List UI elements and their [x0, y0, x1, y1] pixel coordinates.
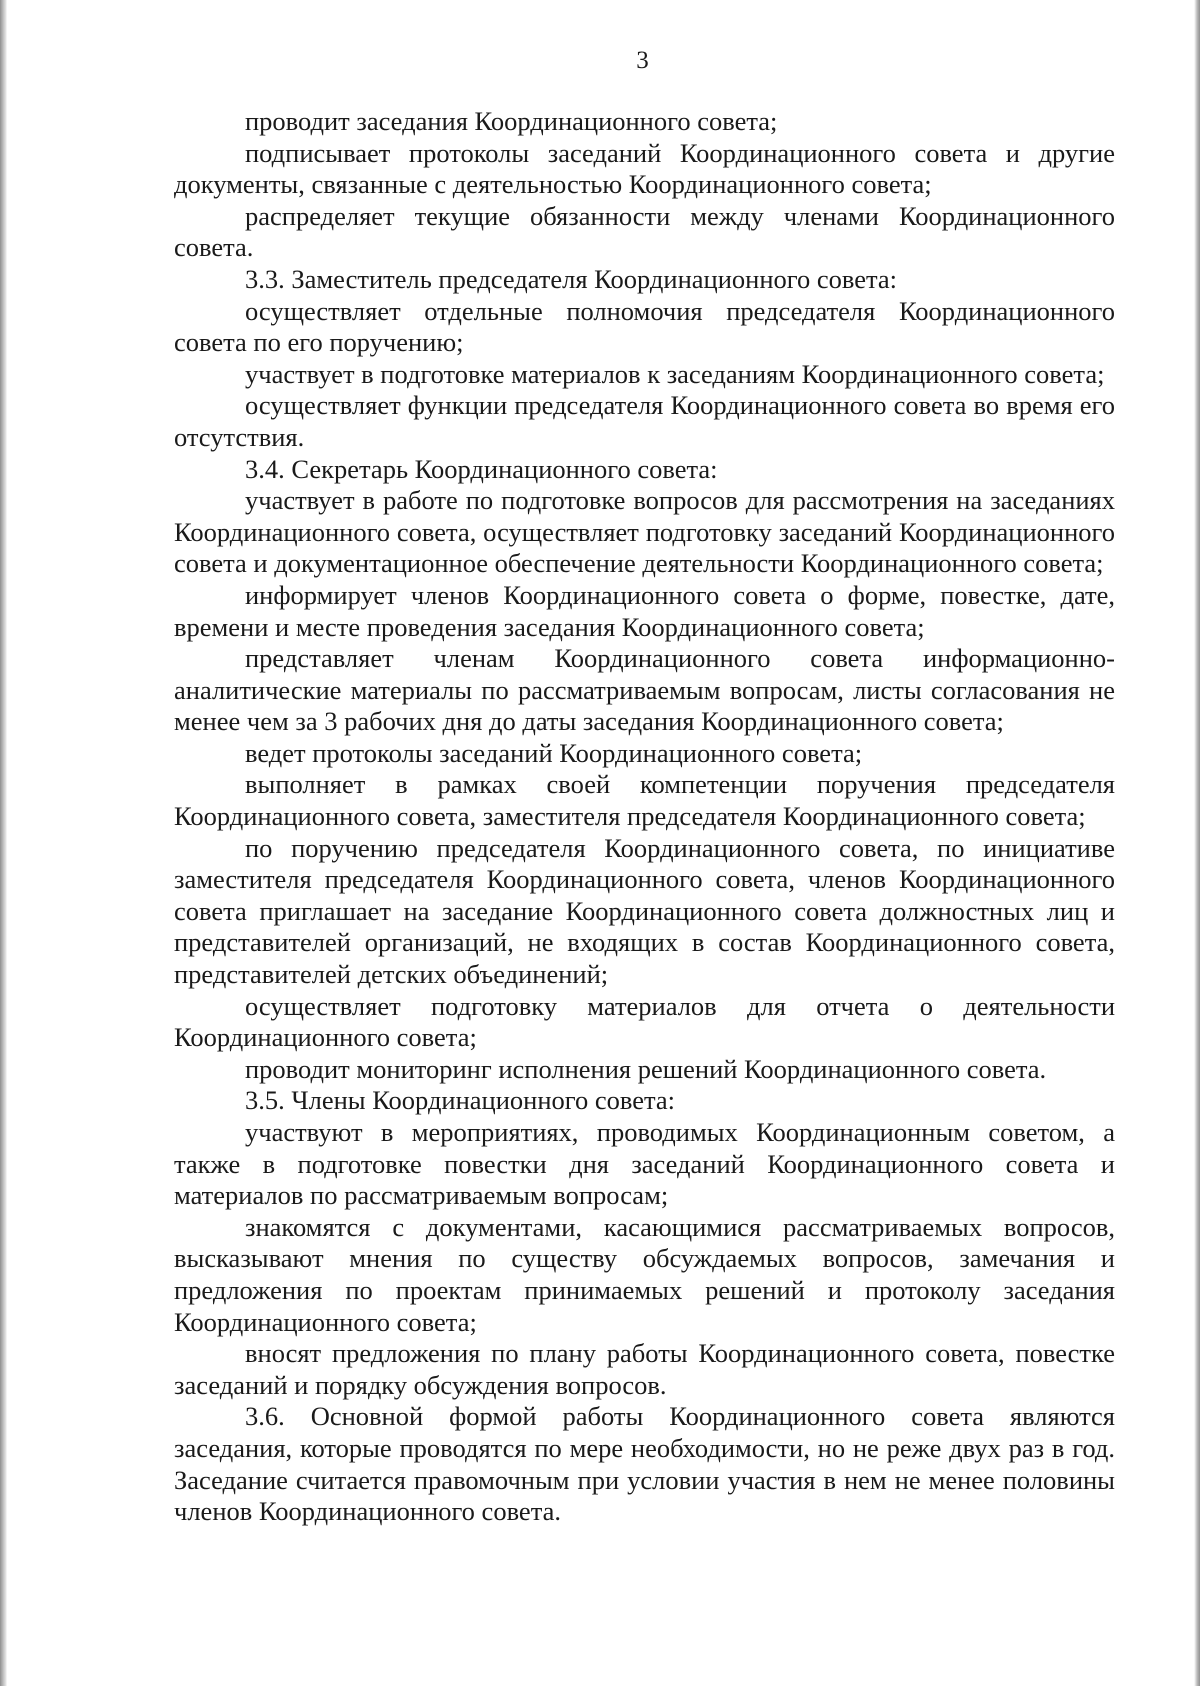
section-paragraph-3-6: 3.6. Основной формой работы Координационного совета являются заседания, которые проводятся по мере необходимости, но не реже двух раз в год. Заседание считается правомочным при условии участия в нем не менее половины членов Координационного совета. — [174, 1401, 1115, 1527]
paragraph: участвует в работе по подготовке вопросов для рассмотрения на заседаниях Координационного совета, осуществляет подготовку заседаний Координационного совета и документационное обеспечение деятельности Координационного совета; — [174, 485, 1115, 579]
paragraph: распределяет текущие обязанности между членами Координационного совета. — [174, 200, 1115, 263]
page-number: 3 — [636, 47, 649, 74]
paragraph: проводит мониторинг исполнения решений Координационного совета. — [245, 1053, 1047, 1084]
section-heading-3-4: 3.4. Секретарь Координационного совета: — [245, 453, 718, 484]
paragraph: ведет протоколы заседаний Координационного совета; — [245, 737, 863, 768]
paragraph: осуществляет подготовку материалов для отчета о деятельности Координационного совета; — [174, 990, 1115, 1053]
paragraph: проводит заседания Координационного совета; — [245, 106, 778, 136]
scan-edge-right — [1194, 0, 1200, 1686]
paragraph: участвует в подготовке материалов к заседаниям Координационного совета; — [245, 358, 1105, 389]
paragraph: по поручению председателя Координационного совета, по инициативе заместителя председателя Координационного совета, членов Координационного совета приглашает на заседание Координационного совета должностных лиц и представителей организаций, не входящих в состав Координационного совета, представителей детских объединений; — [174, 832, 1115, 990]
paragraph: выполняет в рамках своей компетенции поручения председателя Координационного совета, заместителя председателя Координационного совета; — [174, 769, 1115, 832]
paragraph: осуществляет отдельные полномочия председателя Координационного совета по его поручению; — [174, 295, 1115, 358]
section-heading-3-5: 3.5. Члены Координационного совета: — [245, 1085, 676, 1116]
document-body — [174, 106, 1115, 1528]
paragraph: представляет членам Координационного совета информационно-аналитические материалы по рассматриваемым вопросам, листы согласования не менее чем за 3 рабочих дня до даты заседания Координационного совета; — [174, 643, 1115, 737]
paragraph: знакомятся с документами, касающимися рассматриваемых вопросов, высказывают мнения по существу обсуждаемых вопросов, замечания и предложения по проектам принимаемых решений и протоколу заседания Координационного совета; — [174, 1211, 1115, 1337]
paragraph: вносят предложения по плану работы Координационного совета, повестке заседаний и порядку обсуждения вопросов. — [174, 1338, 1115, 1400]
section-heading-3-3: 3.3. Заместитель председателя Координационного совета: — [245, 263, 898, 294]
scan-edge-left — [0, 0, 7, 1686]
paragraph: участвуют в мероприятиях, проводимых Координационным советом, а также в подготовке повестки дня заседаний Координационного совета и материалов по рассматриваемым вопросам; — [174, 1117, 1115, 1211]
paragraph: подписывает протоколы заседаний Координационного совета и другие документы, связанные с деятельностью Координационного совета; — [174, 137, 1115, 200]
paragraph: осуществляет функции председателя Координационного совета во время его отсутствия. — [174, 390, 1115, 452]
paragraph: информирует членов Координационного совета о форме, повестке, дате, времени и месте проведения заседания Координационного совета; — [174, 579, 1115, 642]
